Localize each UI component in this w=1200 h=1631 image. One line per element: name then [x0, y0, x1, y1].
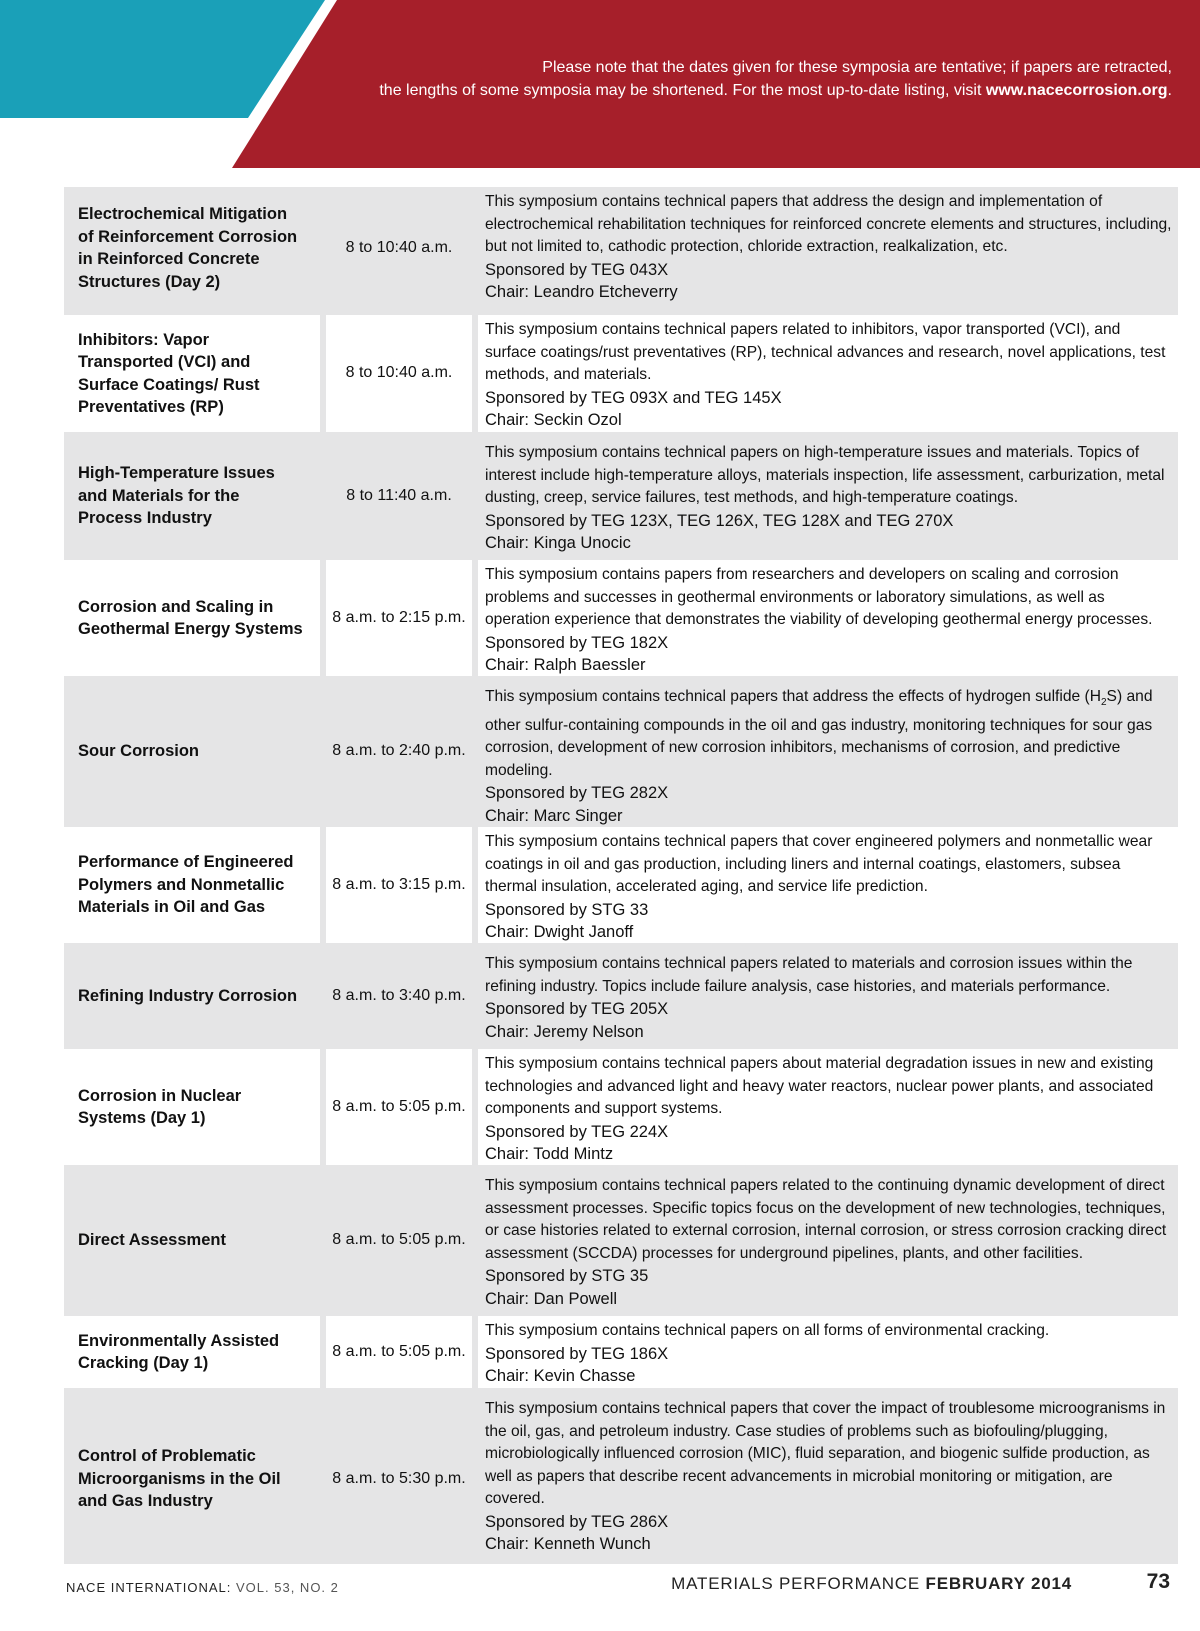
symposium-description: This symposium contains technical papers about material degradation issues in new and existing technologies and advanced light and heavy water reactors, nuclear power plants, and associated components and support systems.	[485, 1055, 1154, 1117]
symposium-sponsor: Sponsored by TEG 123X, TEG 126X, TEG 128X and TEG 270X	[485, 511, 954, 530]
symposium-time: 8 to 10:40 a.m.	[326, 315, 472, 432]
page-number: 73	[1146, 1570, 1170, 1593]
symposium-chair: Chair: Kenneth Wunch	[485, 1535, 651, 1553]
table-row	[64, 1171, 1178, 1310]
table-row	[64, 1049, 1178, 1165]
symposium-description: This symposium contains papers from researchers and developers on scaling and corrosion problems and successes in geothermal environments or laboratory simulations, as well as operation experience that demonstrates the viability of developing geothermal energy processes.	[485, 566, 1153, 628]
symposia-schedule-table	[64, 187, 1178, 1564]
symposium-sponsor: Sponsored by TEG 093X and TEG 145X	[485, 388, 782, 407]
symposium-title: Sour Corrosion	[64, 682, 320, 821]
footer-org: NACE INTERNATIONAL:	[66, 1580, 237, 1595]
footer-magazine	[671, 1574, 1072, 1594]
symposium-title: High-Temperature Issues and Materials for the Process Industry	[64, 438, 320, 554]
symposium-time: 8 a.m. to 5:05 p.m.	[326, 1316, 472, 1388]
page-footer	[0, 1566, 1200, 1606]
symposium-sponsor: Sponsored by TEG 205X	[485, 1000, 669, 1018]
symposium-time: 8 a.m. to 2:40 p.m.	[326, 682, 472, 821]
symposium-chair: Chair: Seckin Ozol	[485, 411, 622, 429]
symposium-title: Direct Assessment	[64, 1171, 320, 1310]
symposium-details	[478, 315, 1178, 432]
footer-magazine-title: MATERIALS PERFORMANCE	[671, 1574, 926, 1593]
symposium-chair: Chair: Kinga Unocic	[485, 534, 631, 552]
symposium-time: 8 a.m. to 5:05 p.m.	[326, 1171, 472, 1310]
symposium-chair: Chair: Leandro Etcheverry	[485, 283, 678, 301]
symposium-sponsor: Sponsored by TEG 043X	[485, 260, 669, 279]
symposium-sponsor: Sponsored by TEG 286X	[485, 1512, 669, 1531]
symposium-details	[478, 1316, 1178, 1388]
symposium-time: 8 a.m. to 5:30 p.m.	[326, 1394, 472, 1564]
symposium-details	[478, 949, 1178, 1043]
symposium-chair: Chair: Marc Singer	[485, 806, 623, 825]
footer-volume: VOL. 53, NO. 2	[236, 1580, 339, 1595]
symposium-chair: Chair: Dan Powell	[485, 1289, 618, 1308]
website-link[interactable]: www.nacecorrosion.org	[985, 82, 1168, 99]
table-row	[64, 682, 1178, 825]
table-row	[64, 560, 1178, 676]
table-row	[64, 315, 1178, 432]
symposium-description: This symposium contains technical papers related to materials and corrosion issues within the refining industry. Topics include failure analysis, case histories, and materials performance.	[485, 955, 1133, 995]
symposium-sponsor: Sponsored by STG 35	[485, 1267, 649, 1285]
symposium-time: 8 a.m. to 2:15 p.m.	[326, 560, 472, 676]
symposium-time: 8 a.m. to 5:05 p.m.	[326, 1049, 472, 1165]
symposium-description: This symposium contains technical papers related to the continuing dynamic development of direct assessment processes. Specific topics focus on the development of new technologies, techniques, or case histories related to external corrosion, internal corrosion, or stress corrosion cracking direct assessment (SCCDA) processes for underground pipelines, plants, and other facilities.	[485, 1177, 1167, 1262]
table-row	[64, 187, 1178, 309]
symposium-chair: Chair: Todd Mintz	[485, 1145, 614, 1163]
symposium-sponsor: Sponsored by TEG 186X	[485, 1344, 669, 1363]
header-banner	[0, 0, 1200, 170]
symposium-description: This symposium contains technical papers that cover the impact of troublesome microogranisms in the oil, gas, and petroleum industry. Case studies of problems such as biofouling/plugging, microbiologically influenced corrosion (MIC), fluid separation, and biogenic sulfide production, as well as papers that describe recent advancements in microbial monitoring or mitigation, are covered.	[485, 1400, 1166, 1507]
symposium-description: This symposium contains technical papers on all forms of environmental cracking.	[485, 1322, 1050, 1339]
description-part-2: S) and other sulfur-containing compounds in the oil and gas industry, monitoring techniques for sour gas corrosion, development of new corrosion inhibitors, mechanisms of corrosion, and predictive modeling.	[485, 688, 1153, 779]
symposium-chair: Chair: Jeremy Nelson	[485, 1022, 644, 1041]
symposium-time: 8 a.m. to 3:40 p.m.	[326, 949, 472, 1043]
symposium-sponsor: Sponsored by TEG 282X	[485, 784, 669, 803]
symposium-title: Performance of Engineered Polymers and Nonmetallic Materials in Oil and Gas	[64, 827, 320, 943]
symposium-title: Control of Problematic Microorganisms in the Oil and Gas Industry	[64, 1394, 320, 1564]
symposium-details	[478, 1049, 1178, 1165]
symposium-details	[478, 1171, 1178, 1310]
symposium-sponsor: Sponsored by TEG 224X	[485, 1122, 669, 1141]
symposium-sponsor: Sponsored by STG 33	[485, 900, 649, 919]
symposium-details	[478, 827, 1178, 943]
table-row	[64, 1316, 1178, 1388]
symposium-description	[485, 686, 1172, 782]
symposium-time: 8 a.m. to 3:15 p.m.	[326, 827, 472, 943]
notice-line-2: the lengths of some symposia may be shortened. For the most up-to-date listing, visit	[379, 82, 986, 99]
symposium-description: This symposium contains technical papers on high-temperature issues and materials. Topics of interest include high-temperature alloys, materials inspection, life assessment, carburization, metal dusting, creep, service failures, test methods, and high-temperature coatings.	[485, 444, 1165, 506]
table-row	[64, 949, 1178, 1043]
symposium-description: This symposium contains technical papers that cover engineered polymers and nonmetallic wear coatings in oil and gas production, including liners and internal coatings, elastomers, subsea thermal insulation, accelerated aging, and service life prediction.	[485, 833, 1153, 895]
symposium-sponsor: Sponsored by TEG 182X	[485, 633, 669, 652]
symposium-chair: Chair: Dwight Janoff	[485, 923, 634, 941]
symposium-details	[478, 1394, 1178, 1564]
subscript-2: 2	[1100, 697, 1107, 709]
symposium-time: 8 to 10:40 a.m.	[326, 187, 472, 309]
symposium-chair: Chair: Ralph Baessler	[485, 656, 646, 674]
symposium-title: Electrochemical Mitigation of Reinforcement Corrosion in Reinforced Concrete Structures (Day 2)	[64, 187, 320, 309]
table-row	[64, 438, 1178, 554]
symposium-title: Inhibitors: Vapor Transported (VCI) and Surface Coatings/ Rust Preventatives (RP)	[64, 315, 320, 432]
symposium-title: Environmentally Assisted Cracking (Day 1)	[64, 1316, 320, 1388]
footer-publication	[66, 1580, 339, 1595]
symposium-details	[478, 438, 1178, 554]
symposium-title: Refining Industry Corrosion	[64, 949, 320, 1043]
symposium-details	[478, 187, 1178, 309]
symposium-details	[478, 560, 1178, 676]
dates-notice	[272, 56, 1172, 102]
symposium-title: Corrosion and Scaling in Geothermal Energy Systems	[64, 560, 320, 676]
table-row	[64, 1394, 1178, 1564]
notice-end: .	[1167, 82, 1172, 99]
symposium-description: This symposium contains technical papers related to inhibitors, vapor transported (VCI), and surface coatings/rust preventatives (RP), technical advances and research, novel applications, test methods, and materials.	[485, 321, 1166, 383]
symposium-description: This symposium contains technical papers that address the design and implementation of electrochemical rehabilitation techniques for reinforced concrete elements and structures, including, but not limited to, cathodic protection, chloride extraction, realkalization, etc.	[485, 193, 1172, 255]
symposium-title: Corrosion in Nuclear Systems (Day 1)	[64, 1049, 320, 1165]
footer-issue-date: FEBRUARY 2014	[925, 1574, 1072, 1593]
table-row	[64, 827, 1178, 943]
symposium-time: 8 to 11:40 a.m.	[326, 438, 472, 554]
symposium-chair: Chair: Kevin Chasse	[485, 1367, 636, 1385]
symposium-details	[478, 682, 1178, 825]
description-part-1: This symposium contains technical papers that address the effects of hydrogen sulfide (H	[485, 688, 1101, 705]
notice-line-1: Please note that the dates given for these symposia are tentative; if papers are retracted,	[542, 59, 1172, 76]
